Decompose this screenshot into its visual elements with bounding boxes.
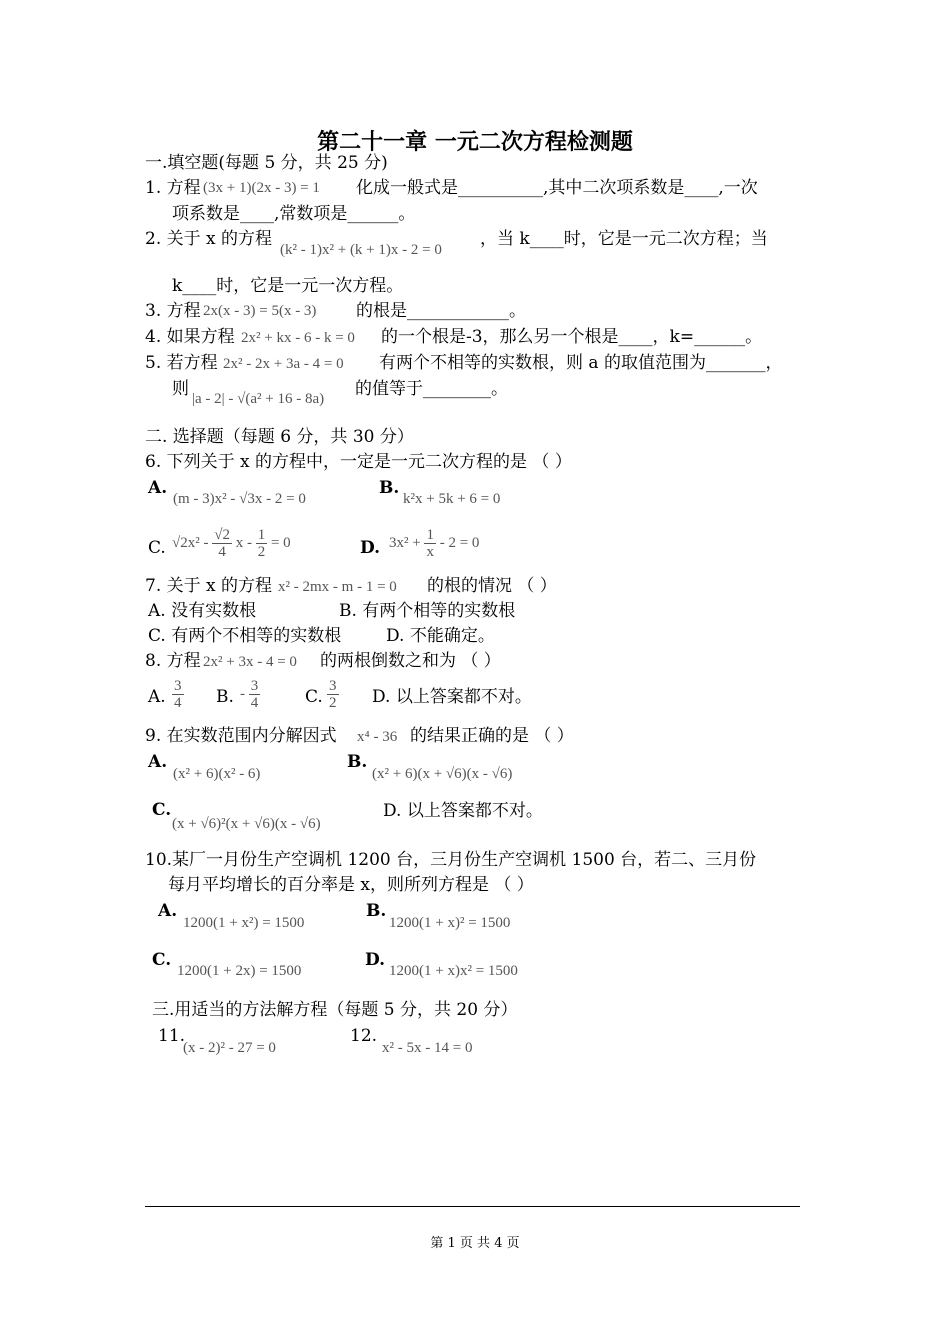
q4-lead: 4. 如果方程 xyxy=(145,327,235,347)
q1-lead: 1. 方程 xyxy=(145,178,201,198)
q7-option-d: D. 不能确定。 xyxy=(386,626,495,646)
q6c-fraction-1-num: √2 xyxy=(214,527,230,543)
q2-text-cont: k____时，它是一元一次方程。 xyxy=(172,276,404,296)
q7-equation: x² - 2mx - m - 1 = 0 xyxy=(278,579,397,595)
q8c-den: 2 xyxy=(329,695,337,711)
q9-option-c: (x + √6)²(x + √6)(x - √6) xyxy=(172,816,321,832)
q3-lead: 3. 方程 xyxy=(145,301,201,321)
q9-option-d: D. 以上答案都不对。 xyxy=(383,801,543,821)
q10-option-a: 1200(1 + x²) = 1500 xyxy=(183,915,305,931)
q1-equation: (3x + 1)(2x - 3) = 1 xyxy=(203,180,320,196)
q11-label: 11. xyxy=(158,1026,186,1046)
q10-stem-cont: 每月平均增长的百分率是 x，则所列方程是 （ ） xyxy=(168,875,534,895)
q12-equation: x² - 5x - 14 = 0 xyxy=(382,1040,473,1056)
q8c-num: 3 xyxy=(329,678,337,694)
q7-option-c: C. 有两个不相等的实数根 xyxy=(148,626,342,646)
q8-option-c-label: C. xyxy=(305,687,323,707)
q7-option-a: A. 没有实数根 xyxy=(148,601,257,621)
q6d-part-1: 3x² + xyxy=(389,534,421,551)
footer-divider xyxy=(145,1206,800,1207)
q5-equation: 2x² - 2x + 3a - 4 = 0 xyxy=(223,356,344,372)
q6c-fraction-2 xyxy=(256,527,268,560)
q9-option-a: (x² + 6)(x² - 6) xyxy=(173,766,261,782)
q8a-fraction xyxy=(172,678,184,711)
q10-stem: 10.某厂一月份生产空调机 1200 台，三月份生产空调机 1500 台，若二、三月份 xyxy=(145,850,757,870)
section-2-heading: 二. 选择题（每题 6 分，共 30 分） xyxy=(145,427,414,447)
q10-option-b: 1200(1 + x)² = 1500 xyxy=(389,915,511,931)
q6-option-a-label: A. xyxy=(148,478,168,498)
q8-lead: 8. 方程 xyxy=(145,651,201,671)
q6-option-d xyxy=(389,527,479,560)
q9-option-c-label: C. xyxy=(152,800,172,820)
q4-equation: 2x² + kx - 6 - k = 0 xyxy=(241,330,355,346)
q5-expression: |a - 2| - √(a² + 16 - 8a) xyxy=(192,391,325,407)
q9-option-b: (x² + 6)(x + √6)(x - √6) xyxy=(372,766,513,782)
q8-equation: 2x² + 3x - 4 = 0 xyxy=(203,654,297,670)
q6d-part-2: - 2 = 0 xyxy=(439,534,480,551)
q6c-fraction-1-den: 4 xyxy=(218,544,226,560)
q9-option-a-label: A. xyxy=(148,752,168,772)
q8-option-a xyxy=(172,678,184,711)
q3-equation: 2x(x - 3) = 5(x - 3) xyxy=(203,303,317,319)
q7-lead: 7. 关于 x 的方程 xyxy=(145,576,273,596)
q6-option-b: k²x + 5k + 6 = 0 xyxy=(403,491,501,507)
q6-option-d-label: D. xyxy=(360,538,381,558)
q3-text: 的根是____________。 xyxy=(356,301,526,321)
section-3-heading: 三.用适当的方法解方程（每题 5 分，共 20 分） xyxy=(152,1000,518,1020)
q6c-part-1: √2x² - xyxy=(172,534,209,551)
q8c-fraction xyxy=(327,678,339,711)
q2-text: ，当 k____时，它是一元二次方程；当 xyxy=(480,229,768,249)
q10-option-d-label: D. xyxy=(365,950,386,970)
q2-equation: (k² - 1)x² + (k + 1)x - 2 = 0 xyxy=(280,242,442,258)
q10-option-c: 1200(1 + 2x) = 1500 xyxy=(177,963,302,979)
q8b-den: 4 xyxy=(250,695,259,711)
q8-option-c xyxy=(327,678,339,711)
q6d-fraction xyxy=(424,527,436,560)
q2-lead: 2. 关于 x 的方程 xyxy=(145,229,273,249)
q5-text-end: 的值等于________。 xyxy=(355,379,508,399)
q6c-fraction-2-num: 1 xyxy=(257,527,266,543)
q4-text: 的一个根是-3，那么另一个根是____，k=______。 xyxy=(381,327,763,347)
q11-equation: (x - 2)² - 27 = 0 xyxy=(183,1040,276,1056)
q10-option-a-label: A. xyxy=(158,901,178,921)
q6-option-a: (m - 3)x² - √3x - 2 = 0 xyxy=(173,491,306,507)
q8a-den: 4 xyxy=(174,695,182,711)
q5-text-cont: 则 xyxy=(172,379,189,399)
page-title: 第二十一章 一元二次方程检测题 xyxy=(317,129,633,155)
q1-text-cont: 项系数是____,常数项是______。 xyxy=(172,204,416,224)
q8b-sign: - xyxy=(240,685,245,702)
q8a-num: 3 xyxy=(174,678,182,694)
page-number: 第 1 页 共 4 页 xyxy=(430,1236,520,1251)
q1-text: 化成一般式是__________,其中二次项系数是____,一次 xyxy=(356,178,758,198)
q8-option-b xyxy=(240,678,260,711)
q8-option-d: D. 以上答案都不对。 xyxy=(372,687,532,707)
q6c-part-2: x - xyxy=(235,534,252,551)
q7-option-b: B. 有两个相等的实数根 xyxy=(339,601,516,621)
q6c-fraction-2-den: 2 xyxy=(257,544,266,560)
q8b-num: 3 xyxy=(250,678,259,694)
q8-option-a-label: A. xyxy=(148,687,166,707)
q8-text: 的两根倒数之和为 （ ） xyxy=(320,651,501,671)
q12-label: 12. xyxy=(350,1026,378,1046)
section-1-heading: 一.填空题(每题 5 分，共 25 分) xyxy=(145,153,388,173)
q6-stem: 6. 下列关于 x 的方程中，一定是一元二次方程的是 （ ） xyxy=(145,452,572,472)
q10-option-b-label: B. xyxy=(366,901,387,921)
q6d-fraction-den: x xyxy=(426,544,434,560)
q5-lead: 5. 若方程 xyxy=(145,353,218,373)
q8-option-b-label: B. xyxy=(216,687,234,707)
q6c-fraction-1 xyxy=(212,527,232,560)
q10-option-d: 1200(1 + x)x² = 1500 xyxy=(389,963,518,979)
q6-option-c-label: C. xyxy=(148,538,166,558)
q9-lead: 9. 在实数范围内分解因式 xyxy=(145,726,337,746)
q9-text: 的结果正确的是 （ ） xyxy=(410,726,574,746)
q9-expression: x⁴ - 36 xyxy=(357,729,398,745)
q6-option-b-label: B. xyxy=(379,478,400,498)
q6d-fraction-num: 1 xyxy=(426,527,434,543)
q5-text: 有两个不相等的实数根，则 a 的取值范围为_______， xyxy=(379,353,783,373)
q10-option-c-label: C. xyxy=(152,950,172,970)
q6c-part-3: = 0 xyxy=(270,534,291,551)
q9-option-b-label: B. xyxy=(347,752,368,772)
q6-option-c xyxy=(172,527,291,560)
q7-text: 的根的情况 （ ） xyxy=(427,576,557,596)
q8b-fraction xyxy=(249,678,261,711)
